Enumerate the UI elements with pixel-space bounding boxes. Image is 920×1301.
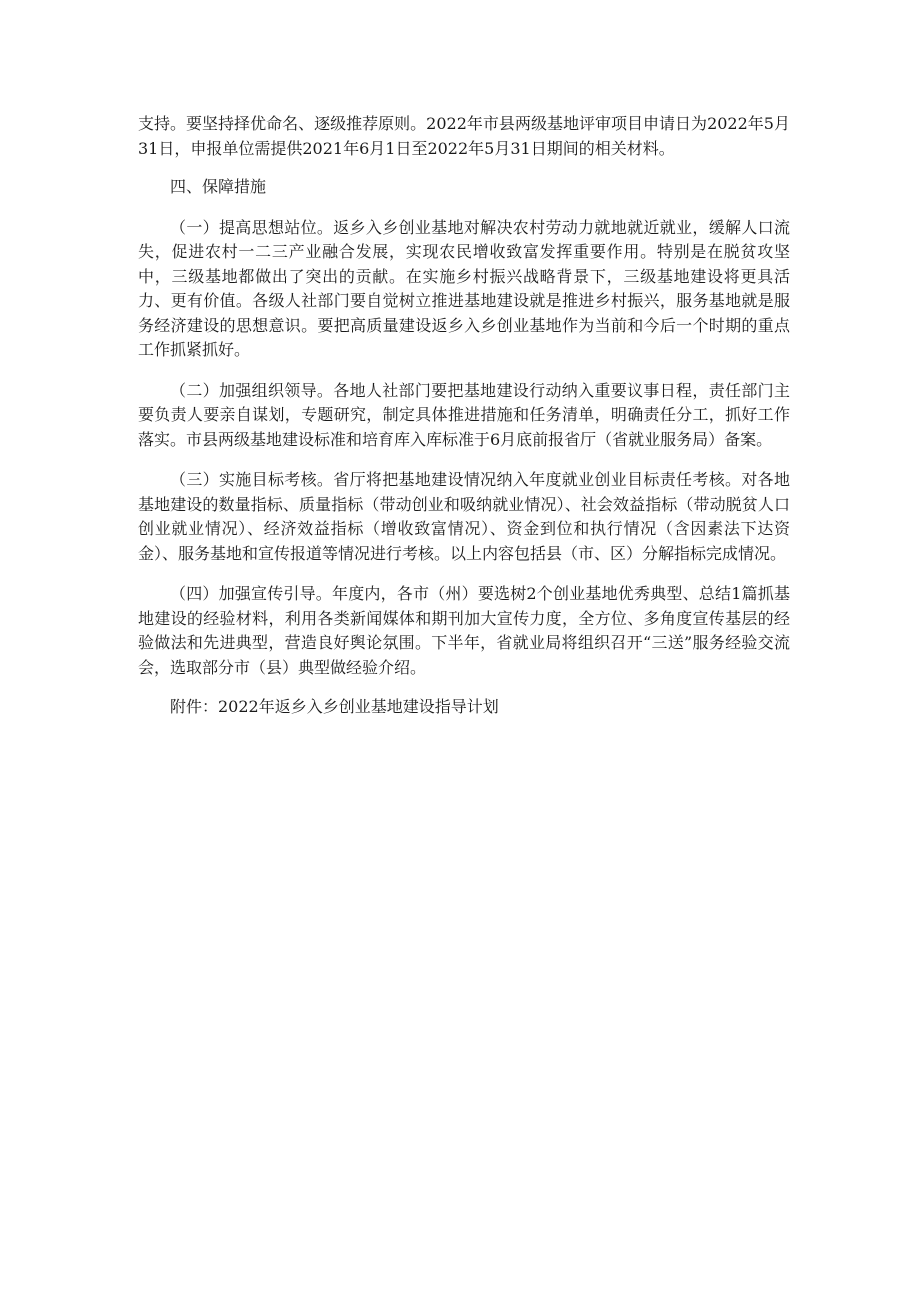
section-heading: 四、保障措施: [170, 177, 267, 196]
measure-paragraph-2: （二）加强组织领导。各地人社部门要把基地建设行动纳入重要议事日程，责任部门主要负责人要亲自谋划，专题研究，制定具体推进措施和任务清单，明确责任分工，抓好工作落实。市县两级基地建设标准和培育库入库标准于6月底前报省厅（省就业服务局）备案。: [138, 380, 790, 449]
document-page: [138, 112, 790, 720]
measure-paragraph-3: （三）实施目标考核。省厅将把基地建设情况纳入年度就业创业目标责任考核。对各地基地建设的数量指标、质量指标（带动创业和吸纳就业情况）、社会效益指标（带动脱贫人口创业就业情况）、经济效益指标（增收致富情况）、资金到位和执行情况（含因素法下达资金）、服务基地和宣传报道等情况进行考核。以上内容包括县（市、区）分解指标完成情况。: [138, 470, 790, 563]
measure-paragraph-4: （四）加强宣传引导。年度内，各市（州）要选树2个创业基地优秀典型、总结1篇抓基地建设的经验材料，利用各类新闻媒体和期刊加大宣传力度，全方位、多角度宣传基层的经验做法和先进典型，营造良好舆论氛围。下半年，省就业局将组织召开“三送”服务经验交流会，选取部分市（县）典型做经验介绍。: [138, 584, 790, 677]
measure-paragraph-1: （一）提高思想站位。返乡入乡创业基地对解决农村劳动力就地就近就业，缓解人口流失，促进农村一二三产业融合发展，实现农民增收致富发挥重要作用。特别是在脱贫攻坚中，三级基地都做出了突出的贡献。在实施乡村振兴战略背景下，三级基地建设将更具活力、更有价值。各级人社部门要自觉树立推进基地建设就是推进乡村振兴，服务基地就是服务经济建设的思想意识。要把高质量建设返乡入乡创业基地作为当前和今后一个时期的重点工作抓紧抓好。: [138, 217, 790, 359]
intro-paragraph: 支持。要坚持择优命名、逐级推荐原则。2022年市县两级基地评审项目申请日为2022年5月31日，申报单位需提供2021年6月1日至2022年5月31日期间的相关材料。: [138, 114, 790, 158]
attachment-line: 附件：2022年返乡入乡创业基地建设指导计划: [170, 697, 499, 716]
